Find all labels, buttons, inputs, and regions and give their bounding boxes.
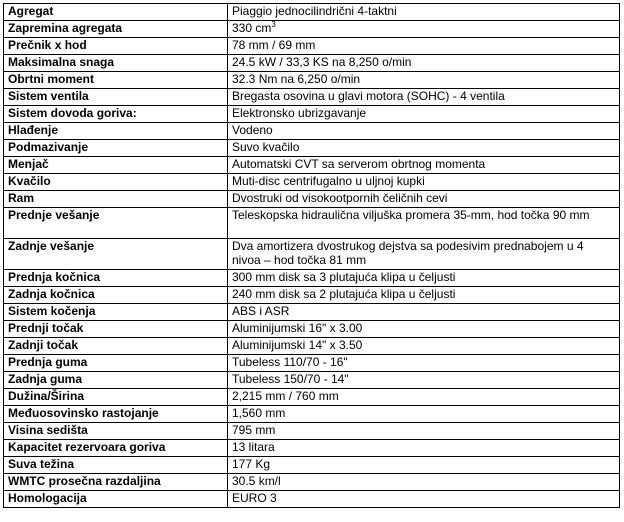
spec-value: Muti-disc centrifugalno u uljnoj kupki [228, 174, 620, 191]
spec-value: Dvostruki od visokootpornih čeličnih cevi [228, 191, 620, 208]
spec-value: Dva amortizera dvostrukog dejstva sa podesivim prednabojem u 4 nivoa – hod točka 81 mm [228, 239, 620, 270]
spec-label: Hlađenje [4, 123, 228, 140]
table-row [4, 157, 620, 174]
spec-value: Aluminijumski 14" x 3.50 [228, 338, 620, 355]
table-row [4, 174, 620, 191]
spec-label: Homologacija [4, 491, 228, 508]
spec-value: ABS i ASR [228, 304, 620, 321]
spec-value: 30.5 km/l [228, 474, 620, 491]
spec-label: WMTC prosečna razdaljina [4, 474, 228, 491]
table-row [4, 474, 620, 491]
table-row [4, 440, 620, 457]
table-row [4, 21, 620, 38]
spec-label: Sistem dovoda goriva: [4, 106, 228, 123]
table-row [4, 372, 620, 389]
spec-value: 1,560 mm [228, 406, 620, 423]
spec-value: 330 cm [232, 21, 272, 35]
spec-label: Prednja guma [4, 355, 228, 372]
spec-label: Maksimalna snaga [4, 55, 228, 72]
spec-label: Obrtni moment [4, 72, 228, 89]
spec-value: Suvo kvačilo [228, 140, 620, 157]
spec-value: 13 litara [228, 440, 620, 457]
table-row [4, 4, 620, 21]
table-row [4, 106, 620, 123]
spec-value: Elektronsko ubrizgavanje [228, 106, 620, 123]
table-row [4, 406, 620, 423]
spec-value: Tubeless 110/70 - 16" [228, 355, 620, 372]
table-row [4, 389, 620, 406]
spec-label: Zapremina agregata [4, 21, 228, 38]
spec-label: Zadnje vešanje [4, 239, 228, 270]
spec-value: Bregasta osovina u glavi motora (SOHC) - 4 ventila [228, 89, 620, 106]
table-row [4, 38, 620, 55]
spec-label: Visina sedišta [4, 423, 228, 440]
table-row [4, 423, 620, 440]
table-row [4, 72, 620, 89]
spec-value-superscript: 3 [271, 20, 276, 29]
spec-value: 177 Kg [228, 457, 620, 474]
table-row [4, 89, 620, 106]
spec-label: Sistem ventila [4, 89, 228, 106]
table-row [4, 287, 620, 304]
spec-value: 78 mm / 69 mm [228, 38, 620, 55]
table-row [4, 457, 620, 474]
spec-value: Tubeless 150/70 - 14" [228, 372, 620, 389]
spec-value: 795 mm [228, 423, 620, 440]
spec-value: Teleskopska hidraulična viljuška promera 35-mm, hod točka 90 mm [228, 208, 620, 239]
table-row [4, 239, 620, 270]
table-row [4, 55, 620, 72]
spec-label: Prednji točak [4, 321, 228, 338]
spec-label: Zadnja kočnica [4, 287, 228, 304]
spec-value: 32.3 Nm na 6,250 o/min [228, 72, 620, 89]
table-row [4, 191, 620, 208]
spec-label: Prečnik x hod [4, 38, 228, 55]
spec-label: Prednje vešanje [4, 208, 228, 239]
spec-label: Sistem kočenja [4, 304, 228, 321]
table-row [4, 140, 620, 157]
spec-value: 240 mm disk sa 2 plutajuća klipa u čeljusti [228, 287, 620, 304]
spec-label: Suva težina [4, 457, 228, 474]
spec-label: Dužina/Širina [4, 389, 228, 406]
spec-label: Zadnja guma [4, 372, 228, 389]
table-row [4, 338, 620, 355]
table-row [4, 304, 620, 321]
spec-label: Podmazivanje [4, 140, 228, 157]
spec-label: Prednja kočnica [4, 270, 228, 287]
table-row [4, 270, 620, 287]
spec-value: EURO 3 [228, 491, 620, 508]
spec-value: Aluminijumski 16" x 3.00 [228, 321, 620, 338]
spec-label: Agregat [4, 4, 228, 21]
spec-value: Piaggio jednocilindrični 4-taktni [228, 4, 620, 21]
spec-table-body [4, 4, 620, 508]
spec-value: Automatski CVT sa serverom obrtnog momenta [228, 157, 620, 174]
spec-label: Kapacitet rezervoara goriva [4, 440, 228, 457]
spec-value: 2,215 mm / 760 mm [228, 389, 620, 406]
spec-value-cell [228, 21, 620, 38]
spec-label: Ram [4, 191, 228, 208]
table-row [4, 123, 620, 140]
spec-value: Vodeno [228, 123, 620, 140]
table-row [4, 355, 620, 372]
table-row [4, 491, 620, 508]
spec-table [3, 3, 620, 508]
table-row [4, 321, 620, 338]
spec-value: 24.5 kW / 33,3 KS na 8,250 o/min [228, 55, 620, 72]
spec-label: Kvačilo [4, 174, 228, 191]
table-row [4, 208, 620, 239]
spec-label: Zadnji točak [4, 338, 228, 355]
spec-label: Menjač [4, 157, 228, 174]
spec-value: 300 mm disk sa 3 plutajuća klipa u čeljusti [228, 270, 620, 287]
spec-label: Međuosovinsko rastojanje [4, 406, 228, 423]
